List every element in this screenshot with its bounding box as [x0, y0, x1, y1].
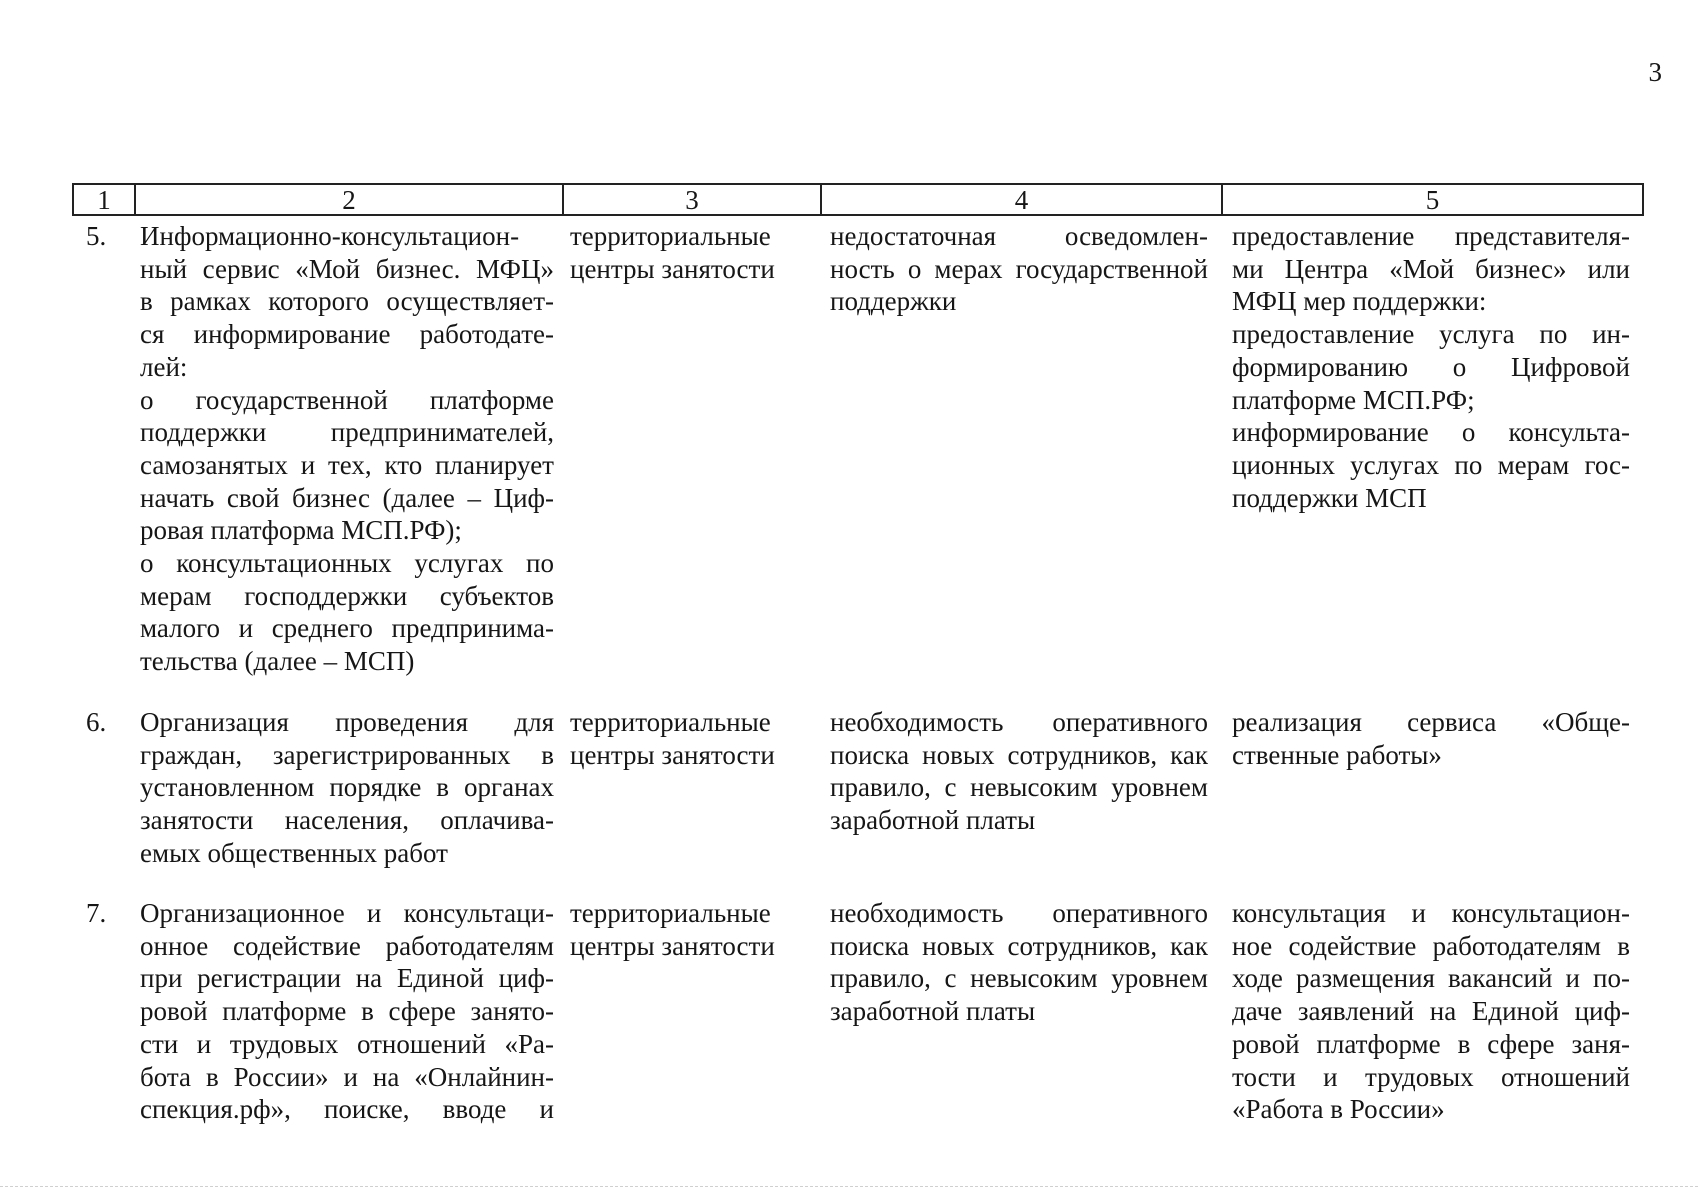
- header-cell-5: 5: [1425, 185, 1440, 215]
- solution-cell: консультация и консультацион- ное содействие работодателям в ходе размещения вакансий и по- даче заявлений на Единой циф- ровой платформе в сфере заня- тости и трудовых отношений «Работа в России»: [1232, 898, 1630, 1125]
- executor-cell: территориальные центры занятости: [570, 898, 775, 961]
- measure-cell: Организационное и консультаци- онное содействие работодателям при регистрации на Единой циф- ровой платформе в сфере занято- сти и трудовых отношений «Ра- бота в России» и на «Онлайнин- спекция.рф», поиске, вводе и: [140, 898, 554, 1125]
- problem-cell: необходимость оперативного поиска новых сотрудников, как правило, с невысоким уровнем заработной платы: [830, 707, 1208, 836]
- solution-cell: реализация сервиса «Обще- ственные работы»: [1232, 707, 1630, 770]
- row-number: 7.: [86, 898, 107, 928]
- executor-cell: территориальные центры занятости: [570, 707, 775, 770]
- problem-cell: необходимость оперативного поиска новых сотрудников, как правило, с невысоким уровнем заработной платы: [830, 898, 1208, 1027]
- row-number: 6.: [86, 707, 107, 737]
- header-cell-2: 2: [136, 185, 564, 214]
- header-cell-4: 4: [822, 185, 1223, 214]
- measure-cell: Организация проведения для граждан, зарегистрированных в установленном порядке в органах занятости населения, оплачива- емых общественных работ: [140, 707, 554, 868]
- solution-cell: предоставление представителя- ми Центра «Мой бизнес» или МФЦ мер поддержки: предоставление услуга по ин- формированию о Цифровой платформе МСП.РФ; информирование о консульта- ционных услугах по мерам гос- поддержки МСП: [1232, 221, 1630, 513]
- measure-cell: Информационно-консультацион- ный сервис «Мой бизнес. МФЦ» в рамках которого осуществляет- ся информирование работодате- лей: о государственной платформе поддержки предпринимателей, самозанятых и тех, кто планирует начать свой бизнес (далее – Циф- ровая платформа МСП.РФ); о консультационных услугах по мерам господдержки субъектов малого и среднего предпринима- тельства (далее – МСП): [140, 221, 554, 677]
- header-cell-1: 1: [74, 185, 136, 214]
- problem-cell: недостаточная осведомлен- ность о мерах государственной поддержки: [830, 221, 1208, 317]
- page-number: 3: [1648, 57, 1662, 87]
- row-number: 5.: [86, 221, 107, 251]
- scan-edge-divider: [0, 1186, 1698, 1187]
- executor-cell: территориальные центры занятости: [570, 221, 775, 284]
- header-cell-3: 3: [564, 185, 822, 214]
- table-header-row: [72, 183, 1644, 216]
